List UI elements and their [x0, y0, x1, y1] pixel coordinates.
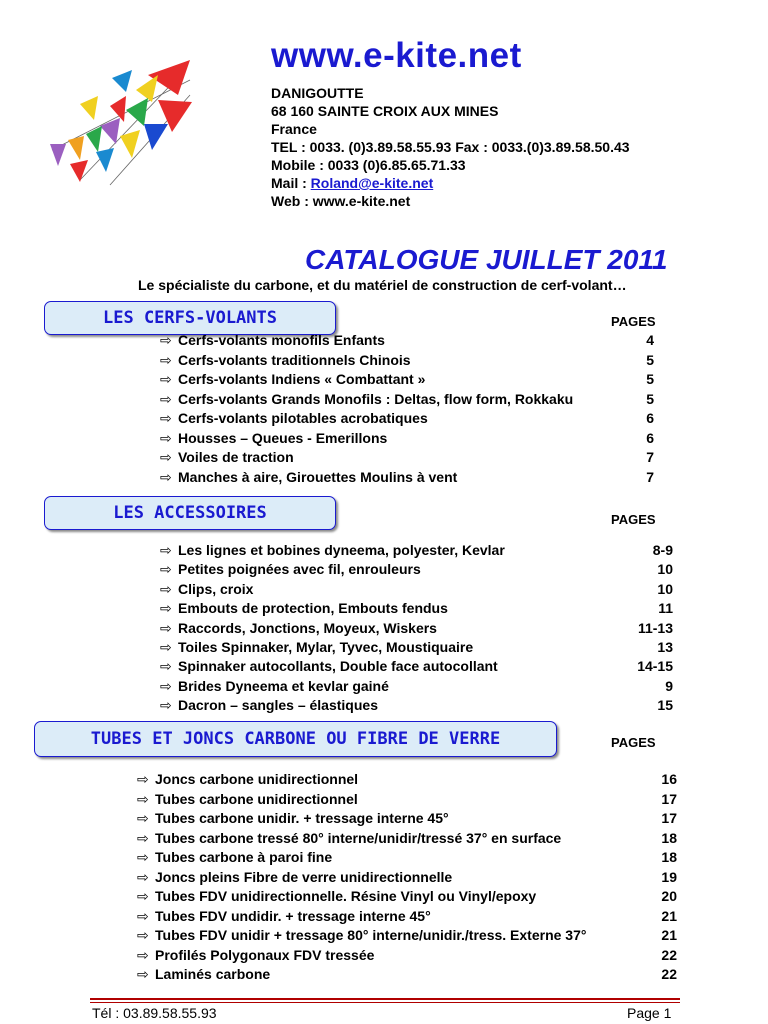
page-number: 21 [661, 927, 677, 943]
list-item [137, 887, 536, 906]
list-item-label: Clips, croix [178, 580, 254, 597]
page-number: 22 [661, 946, 677, 963]
list-item [137, 907, 431, 926]
list-item [160, 448, 294, 467]
page-number: 11 [658, 600, 673, 617]
list-item [160, 370, 425, 389]
list-item-label: Petites poignées avec fil, enrouleurs [178, 561, 421, 578]
arrow-right-icon: ⇨ [137, 849, 149, 865]
page-number: 5 [646, 390, 654, 407]
list-item [160, 677, 389, 696]
kite-logo-icon [40, 40, 200, 190]
arrow-right-icon: ⇨ [137, 810, 149, 826]
list-item [160, 541, 505, 560]
page-number: 10 [657, 580, 673, 597]
list-item [137, 926, 586, 945]
list-item-label: Joncs pleins Fibre de verre unidirectionnelle [155, 868, 453, 885]
list-item-label: Raccords, Jonctions, Moyeux, Wiskers [178, 619, 437, 636]
list-item [160, 409, 428, 428]
footer-rule [90, 998, 680, 1000]
arrow-right-icon: ⇨ [160, 390, 172, 407]
arrow-right-icon: ⇨ [160, 677, 172, 694]
page-number: 17 [661, 790, 677, 807]
country: France [271, 121, 317, 137]
list-item-label: Tubes carbone à paroi fine [155, 849, 333, 865]
page-number: 5 [646, 351, 654, 368]
list-item-label: Tubes carbone unidirectionnel [155, 790, 358, 807]
mail-link[interactable]: Roland@e-kite.net [310, 175, 434, 191]
page-number: 9 [665, 677, 673, 694]
mail-line [271, 174, 630, 192]
catalogue-subtitle: Le spécialiste du carbone, et du matériel de construction de cerf-volant… [138, 277, 627, 293]
mail-label: Mail : [271, 175, 311, 191]
page-number: 18 [661, 829, 677, 846]
list-item [160, 638, 473, 657]
list-item-label: Embouts de protection, Embouts fendus [178, 600, 448, 617]
arrow-right-icon: ⇨ [160, 561, 172, 578]
list-item-label: Cerfs-volants traditionnels Chinois [178, 351, 411, 368]
pages-label: PAGES [611, 735, 656, 750]
arrow-right-icon: ⇨ [137, 946, 149, 963]
footer-rule [90, 1002, 680, 1003]
list-item [137, 829, 561, 848]
site-title[interactable]: www.e-kite.net [271, 36, 522, 75]
arrow-right-icon: ⇨ [160, 351, 172, 368]
arrow-right-icon: ⇨ [160, 332, 172, 348]
pages-label: PAGES [611, 314, 656, 329]
arrow-right-icon: ⇨ [160, 619, 172, 636]
page-number: 5 [646, 371, 654, 387]
list-item [160, 351, 411, 370]
list-item-label: Les lignes et bobines dyneema, polyester, Kevlar [178, 542, 505, 558]
page-number: 7 [646, 449, 654, 465]
mobile: Mobile : 0033 (0)6.85.65.71.33 [271, 157, 466, 173]
list-item-label: Tubes carbone unidir. + tressage interne 45° [155, 810, 449, 826]
arrow-right-icon: ⇨ [160, 410, 172, 426]
page-number: 18 [661, 849, 677, 865]
footer-page-number: Page 1 [627, 1005, 672, 1021]
arrow-right-icon: ⇨ [137, 888, 149, 904]
arrow-right-icon: ⇨ [160, 449, 172, 465]
page-number: 8-9 [652, 542, 673, 558]
list-item-label: Joncs carbone unidirectionnel [155, 771, 359, 787]
list-item [137, 809, 449, 828]
list-item-label: Tubes FDV undidir. + tressage interne 45° [155, 907, 431, 924]
page-number: 21 [661, 907, 677, 924]
page-number: 11-13 [637, 619, 673, 636]
list-item-label: Brides Dyneema et kevlar gainé [178, 677, 389, 694]
list-item [160, 619, 437, 638]
arrow-right-icon: ⇨ [137, 868, 149, 885]
list-item [137, 770, 358, 789]
page-number: 4 [646, 332, 654, 348]
list-item-label: Profilés Polygonaux FDV tressée [155, 946, 375, 963]
list-item-label: Cerfs-volants monofils Enfants [178, 332, 385, 348]
list-item [137, 848, 332, 867]
section-header-accessoires: LES ACCESSOIRES [44, 496, 336, 530]
page-number: 22 [661, 966, 677, 982]
list-item [137, 965, 270, 984]
page-number: 10 [657, 561, 673, 578]
list-item-label: Voiles de traction [178, 449, 294, 465]
company-name: DANIGOUTTE [271, 85, 364, 101]
page-number: 20 [661, 888, 677, 904]
list-item [160, 580, 253, 599]
list-item [160, 331, 385, 350]
arrow-right-icon: ⇨ [160, 468, 172, 485]
page-number: 16 [661, 771, 677, 787]
catalogue-title: CATALOGUE JUILLET 2011 [305, 244, 668, 275]
list-item-label: Spinnaker autocollants, Double face autocollant [178, 658, 498, 675]
arrow-right-icon: ⇨ [137, 966, 149, 982]
arrow-right-icon: ⇨ [137, 907, 149, 924]
list-item-label: Manches à aire, Girouettes Moulins à vent [178, 468, 458, 485]
list-item [160, 429, 387, 448]
arrow-right-icon: ⇨ [160, 697, 172, 714]
section-header-tubes-joncs: TUBES ET JONCS CARBONE OU FIBRE DE VERRE [34, 721, 557, 757]
arrow-right-icon: ⇨ [137, 927, 149, 943]
page-number: 6 [646, 429, 654, 446]
list-item [160, 599, 448, 618]
list-item-label: Cerfs-volants pilotables acrobatiques [178, 410, 428, 426]
list-item [160, 468, 457, 487]
arrow-right-icon: ⇨ [137, 790, 149, 807]
page-number: 17 [661, 810, 677, 826]
pages-label: PAGES [611, 512, 656, 527]
page-number: 13 [657, 639, 673, 655]
section-header-cerfs-volants: LES CERFS-VOLANTS [44, 301, 336, 335]
list-item [160, 657, 498, 676]
arrow-right-icon: ⇨ [137, 829, 149, 846]
list-item [137, 790, 358, 809]
list-item-label: Cerfs-volants Indiens « Combattant » [178, 371, 426, 387]
arrow-right-icon: ⇨ [160, 600, 172, 617]
arrow-right-icon: ⇨ [137, 771, 149, 787]
page-number: 7 [646, 468, 654, 485]
list-item-label: Laminés carbone [155, 966, 271, 982]
arrow-right-icon: ⇨ [160, 658, 172, 675]
page-number: 6 [646, 410, 654, 426]
list-item-label: Tubes FDV unidirectionnelle. Résine Vinyl ou Vinyl/epoxy [155, 888, 537, 904]
arrow-right-icon: ⇨ [160, 429, 172, 446]
list-item-label: Tubes FDV unidir + tressage 80° interne/unidir./tress. Externe 37° [155, 927, 587, 943]
arrow-right-icon: ⇨ [160, 371, 172, 387]
page-number: 19 [661, 868, 677, 885]
list-item-label: Tubes carbone tressé 80° interne/unidir/tressé 37° en surface [155, 829, 562, 846]
list-item [160, 560, 421, 579]
page-number: 15 [657, 697, 673, 714]
list-item-label: Cerfs-volants Grands Monofils : Deltas, flow form, Rokkaku [178, 390, 574, 407]
footer-phone: Tél : 03.89.58.55.93 [92, 1005, 217, 1021]
arrow-right-icon: ⇨ [160, 639, 172, 655]
list-item [137, 946, 374, 965]
list-item-label: Dacron – sangles – élastiques [178, 697, 378, 714]
list-item-label: Housses – Queues - Emerillons [178, 429, 388, 446]
arrow-right-icon: ⇨ [160, 580, 172, 597]
address: 68 160 SAINTE CROIX AUX MINES [271, 103, 499, 119]
page-number: 14-15 [637, 658, 673, 675]
arrow-right-icon: ⇨ [160, 542, 172, 558]
list-item [137, 868, 452, 887]
list-item [160, 696, 378, 715]
list-item-label: Toiles Spinnaker, Mylar, Tyvec, Moustiquaire [178, 639, 474, 655]
list-item [160, 390, 573, 409]
tel-fax: TEL : 0033. (0)3.89.58.55.93 Fax : 0033.(0)3.89.58.50.43 [271, 139, 630, 155]
web: Web : www.e-kite.net [271, 193, 411, 209]
contact-block [271, 84, 630, 210]
